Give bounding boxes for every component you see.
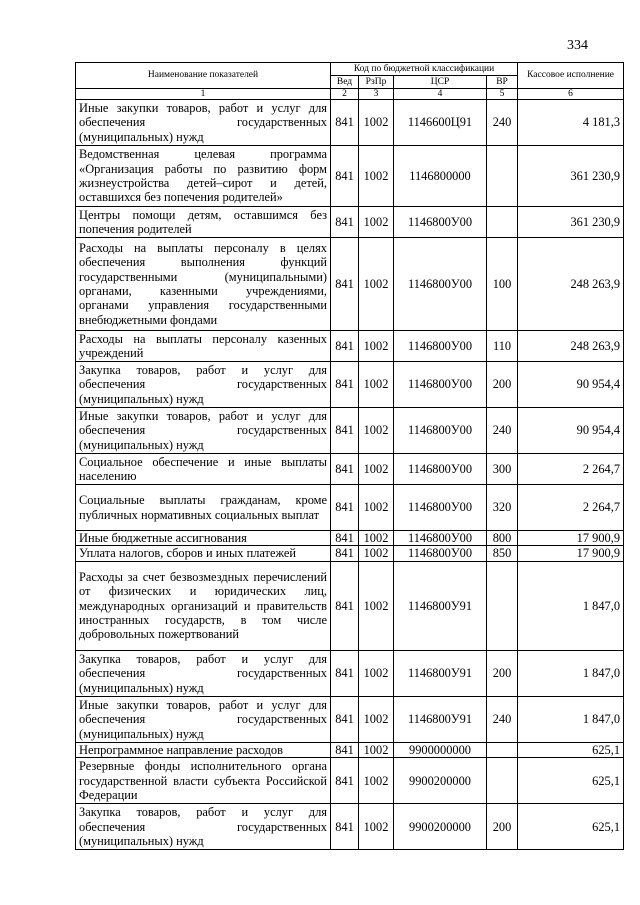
row-csr: 1146800У00 <box>394 362 487 408</box>
page-number: 334 <box>567 38 588 53</box>
table-row <box>76 146 624 207</box>
row-amount: 17 900,9 <box>518 546 624 561</box>
row-amount: 2 264,7 <box>518 454 624 485</box>
row-ved: 841 <box>331 696 359 742</box>
row-ved: 841 <box>331 546 359 561</box>
row-csr: 1146800У00 <box>394 331 487 362</box>
table-row <box>76 485 624 531</box>
row-rzpr: 1002 <box>359 207 394 238</box>
row-name: Ведомственная целевая программа «Организация работы по развитию форм жизнеустройства детей–сирот и детей, оставшихся без попечения родителей» <box>76 146 331 207</box>
table-row <box>76 742 624 757</box>
table-row <box>76 696 624 742</box>
table-row <box>76 362 624 408</box>
row-ved: 841 <box>331 238 359 331</box>
row-ved: 841 <box>331 804 359 850</box>
row-amount: 1 847,0 <box>518 561 624 650</box>
row-amount: 90 954,4 <box>518 362 624 408</box>
row-name: Расходы на выплаты персоналу в целях обеспечения выполнения функций государственными (муниципальными) органами, казенными учреждениями, органами управления государственными внебюджетными фондами <box>76 238 331 331</box>
row-name: Закупка товаров, работ и услуг для обеспечения государственных (муниципальных) нужд <box>76 804 331 850</box>
row-rzpr: 1002 <box>359 100 394 146</box>
row-ved: 841 <box>331 454 359 485</box>
row-amount: 1 847,0 <box>518 650 624 696</box>
row-amount: 2 264,7 <box>518 485 624 531</box>
table-row <box>76 100 624 146</box>
row-ved: 841 <box>331 207 359 238</box>
row-amount: 248 263,9 <box>518 238 624 331</box>
header-rzpr: РзПр <box>359 76 394 89</box>
row-amount: 625,1 <box>518 758 624 804</box>
row-vr <box>487 207 518 238</box>
row-rzpr: 1002 <box>359 758 394 804</box>
row-csr: 1146800000 <box>394 146 487 207</box>
row-vr: 200 <box>487 650 518 696</box>
column-index: 2 <box>331 89 359 100</box>
row-vr <box>487 758 518 804</box>
row-ved: 841 <box>331 531 359 546</box>
row-csr: 1146800У00 <box>394 207 487 238</box>
row-ved: 841 <box>331 331 359 362</box>
column-index: 1 <box>76 89 331 100</box>
column-index: 4 <box>394 89 487 100</box>
header-csr: ЦСР <box>394 76 487 89</box>
row-amount: 90 954,4 <box>518 408 624 454</box>
row-name: Иные закупки товаров, работ и услуг для обеспечения государственных (муниципальных) нужд <box>76 100 331 146</box>
column-index: 3 <box>359 89 394 100</box>
row-rzpr: 1002 <box>359 546 394 561</box>
row-name: Социальное обеспечение и иные выплаты населению <box>76 454 331 485</box>
row-name: Расходы за счет безвозмездных перечислений от физических и юридических лиц, международных организаций и правительств иностранных государств, в том числе добровольных пожертвований <box>76 561 331 650</box>
table-row <box>76 561 624 650</box>
header-vr: ВР <box>487 76 518 89</box>
row-vr: 850 <box>487 546 518 561</box>
row-vr: 240 <box>487 100 518 146</box>
row-rzpr: 1002 <box>359 454 394 485</box>
row-rzpr: 1002 <box>359 485 394 531</box>
row-name: Социальные выплаты гражданам, кроме публичных нормативных социальных выплат <box>76 485 331 531</box>
row-amount: 17 900,9 <box>518 531 624 546</box>
row-csr: 1146800У00 <box>394 238 487 331</box>
row-vr: 240 <box>487 696 518 742</box>
row-rzpr: 1002 <box>359 804 394 850</box>
row-csr: 1146800У00 <box>394 454 487 485</box>
budget-table <box>75 62 624 850</box>
row-ved: 841 <box>331 485 359 531</box>
row-vr <box>487 561 518 650</box>
row-rzpr: 1002 <box>359 650 394 696</box>
row-vr: 320 <box>487 485 518 531</box>
row-amount: 625,1 <box>518 742 624 757</box>
row-vr: 800 <box>487 531 518 546</box>
row-ved: 841 <box>331 146 359 207</box>
row-name: Закупка товаров, работ и услуг для обеспечения государственных (муниципальных) нужд <box>76 650 331 696</box>
row-amount: 625,1 <box>518 804 624 850</box>
table-row <box>76 331 624 362</box>
row-rzpr: 1002 <box>359 696 394 742</box>
row-vr: 100 <box>487 238 518 331</box>
row-rzpr: 1002 <box>359 331 394 362</box>
row-csr: 9900200000 <box>394 758 487 804</box>
row-amount: 4 181,3 <box>518 100 624 146</box>
row-rzpr: 1002 <box>359 238 394 331</box>
row-csr: 1146800У00 <box>394 546 487 561</box>
row-name: Уплата налогов, сборов и иных платежей <box>76 546 331 561</box>
row-vr: 110 <box>487 331 518 362</box>
row-csr: 1146800У91 <box>394 696 487 742</box>
table-row <box>76 454 624 485</box>
column-index-row <box>76 89 624 100</box>
table-row <box>76 408 624 454</box>
row-name: Иные бюджетные ассигнования <box>76 531 331 546</box>
row-name: Центры помощи детям, оставшимся без попечения родителей <box>76 207 331 238</box>
row-csr: 1146800У91 <box>394 561 487 650</box>
row-rzpr: 1002 <box>359 531 394 546</box>
row-csr: 1146800У00 <box>394 408 487 454</box>
row-vr: 200 <box>487 362 518 408</box>
row-name: Расходы на выплаты персоналу казенных учреждений <box>76 331 331 362</box>
row-csr: 1146600Ц91 <box>394 100 487 146</box>
row-csr: 9900000000 <box>394 742 487 757</box>
row-csr: 1146800У00 <box>394 531 487 546</box>
row-vr: 240 <box>487 408 518 454</box>
column-index: 5 <box>487 89 518 100</box>
row-rzpr: 1002 <box>359 146 394 207</box>
table-row <box>76 207 624 238</box>
row-vr <box>487 146 518 207</box>
row-ved: 841 <box>331 100 359 146</box>
table-row <box>76 650 624 696</box>
row-amount: 248 263,9 <box>518 331 624 362</box>
row-csr: 9900200000 <box>394 804 487 850</box>
table-row <box>76 758 624 804</box>
row-rzpr: 1002 <box>359 408 394 454</box>
header-amount: Кассовое исполнение <box>518 63 624 89</box>
row-vr: 200 <box>487 804 518 850</box>
table-row <box>76 238 624 331</box>
table-row <box>76 531 624 546</box>
row-csr: 1146800У91 <box>394 650 487 696</box>
row-rzpr: 1002 <box>359 561 394 650</box>
row-name: Непрограммное направление расходов <box>76 742 331 757</box>
row-name: Иные закупки товаров, работ и услуг для обеспечения государственных (муниципальных) нужд <box>76 696 331 742</box>
row-amount: 361 230,9 <box>518 146 624 207</box>
row-name: Резервные фонды исполнительного органа государственной власти субъекта Российской Федерации <box>76 758 331 804</box>
row-csr: 1146800У00 <box>394 485 487 531</box>
row-rzpr: 1002 <box>359 362 394 408</box>
row-vr <box>487 742 518 757</box>
row-ved: 841 <box>331 362 359 408</box>
row-ved: 841 <box>331 650 359 696</box>
table-row <box>76 546 624 561</box>
row-ved: 841 <box>331 561 359 650</box>
column-index: 6 <box>518 89 624 100</box>
row-ved: 841 <box>331 742 359 757</box>
header-ved: Вед <box>331 76 359 89</box>
row-amount: 361 230,9 <box>518 207 624 238</box>
row-name: Закупка товаров, работ и услуг для обеспечения государственных (муниципальных) нужд <box>76 362 331 408</box>
header-name: Наименование показателей <box>76 63 331 89</box>
row-amount: 1 847,0 <box>518 696 624 742</box>
row-vr: 300 <box>487 454 518 485</box>
row-ved: 841 <box>331 408 359 454</box>
row-ved: 841 <box>331 758 359 804</box>
row-name: Иные закупки товаров, работ и услуг для обеспечения государственных (муниципальных) нужд <box>76 408 331 454</box>
table-row <box>76 804 624 850</box>
row-rzpr: 1002 <box>359 742 394 757</box>
header-code-group: Код по бюджетной классификации <box>331 63 518 76</box>
